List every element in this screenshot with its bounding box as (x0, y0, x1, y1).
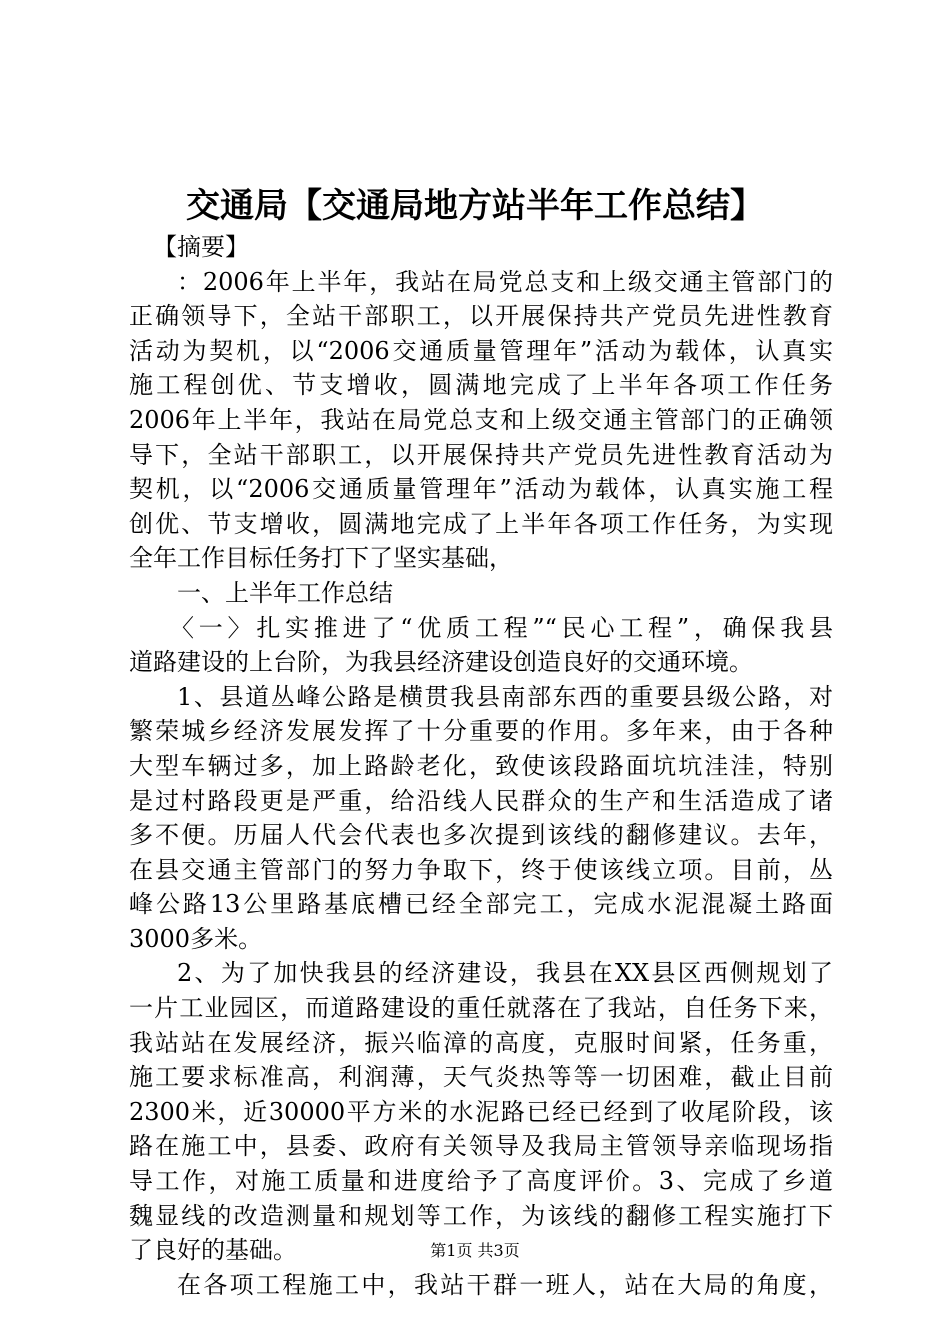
section-heading: 一、上半年工作总结 (177, 578, 393, 607)
paragraph-line: 施工程创优、节支增收，圆满地完成了上半年各项工作任务 (129, 371, 833, 400)
paragraph-line: 一片工业园区，而道路建设的重任就落在了我站，自任务下来， (129, 994, 833, 1023)
paragraph-line: 路在施工中，县委、政府有关领导及我局主管领导亲临现场指 (129, 1132, 833, 1161)
paragraph-line: 2、为了加快我县的经济建设，我县在XX县区西侧规划了 (177, 959, 833, 988)
paragraph-line: 多不便。历届人代会代表也多次提到该线的翻修建议。去年， (129, 821, 833, 850)
paragraph-line: 施工要求标准高，利润薄，天气炎热等等一切困难，截止目前 (129, 1063, 833, 1092)
paragraph-line: 繁荣城乡经济发展发挥了十分重要的作用。多年来，由于各种 (129, 717, 833, 746)
paragraph-line: 在县交通主管部门的努力争取下，终于使该线立项。目前，丛 (129, 855, 833, 884)
document-title: 交通局【交通局地方站半年工作总结】 (186, 186, 764, 226)
abstract-heading: 【摘要】 (153, 233, 249, 261)
paragraph-line: 〈一〉扎实推进了“优质工程”“民心工程”，确保我县 (170, 613, 833, 642)
paragraph-line: 是过村路段更是严重，给沿线人民群众的生产和生活造成了诸 (129, 786, 833, 815)
paragraph-line: 3000多米。 (129, 924, 263, 953)
paragraph-line: 正确领导下，全站干部职工，以开展保持共产党员先进性教育 (129, 302, 833, 331)
paragraph-line: 契机，以“2006交通质量管理年”活动为载体，认真实施工程 (129, 475, 833, 504)
paragraph-line: 魏显线的改造测量和规划等工作，为该线的翻修工程实施打下 (129, 1201, 833, 1230)
paragraph-line: 大型车辆过多，加上路龄老化，致使该段路面坑坑洼洼，特别 (129, 751, 833, 780)
document-body (129, 230, 833, 1302)
paragraph-line: 全年工作目标任务打下了坚实基础， (129, 544, 513, 573)
paragraph-line: 导下，全站干部职工，以开展保持共产党员先进性教育活动为 (129, 440, 833, 469)
paragraph-line: 在各项工程施工中，我站干群一班人，站在大局的角度， (177, 1270, 833, 1299)
paragraph-line: 2300米，近30000平方米的水泥路已经已经到了收尾阶段，该 (129, 1097, 833, 1126)
paragraph-line: 活动为契机，以“2006交通质量管理年”活动为载体，认真实 (129, 336, 833, 365)
paragraph-line: ：2006年上半年，我站在局党总支和上级交通主管部门的 (177, 267, 833, 296)
paragraph-line: 道路建设的上台阶，为我县经济建设创造良好的交通环境。 (129, 648, 753, 677)
page-number-footer: 第1页 共3页 (430, 1241, 520, 1260)
paragraph-line: 我站站在发展经济，振兴临漳的高度，克服时间紧，任务重， (129, 1028, 833, 1057)
paragraph-line: 创优、节支增收，圆满地完成了上半年各项工作任务，为实现 (129, 509, 833, 538)
paragraph-line: 2006年上半年，我站在局党总支和上级交通主管部门的正确领 (129, 405, 833, 434)
paragraph-line: 导工作，对施工质量和进度给予了高度评价。3、完成了乡道 (129, 1167, 833, 1196)
paragraph-line: 1、县道丛峰公路是横贯我县南部东西的重要县级公路，对 (177, 682, 833, 711)
paragraph-line: 峰公路13公里路基底槽已经全部完工，完成水泥混凝土路面 (129, 890, 833, 919)
paragraph-line: 了良好的基础。 (129, 1236, 297, 1265)
